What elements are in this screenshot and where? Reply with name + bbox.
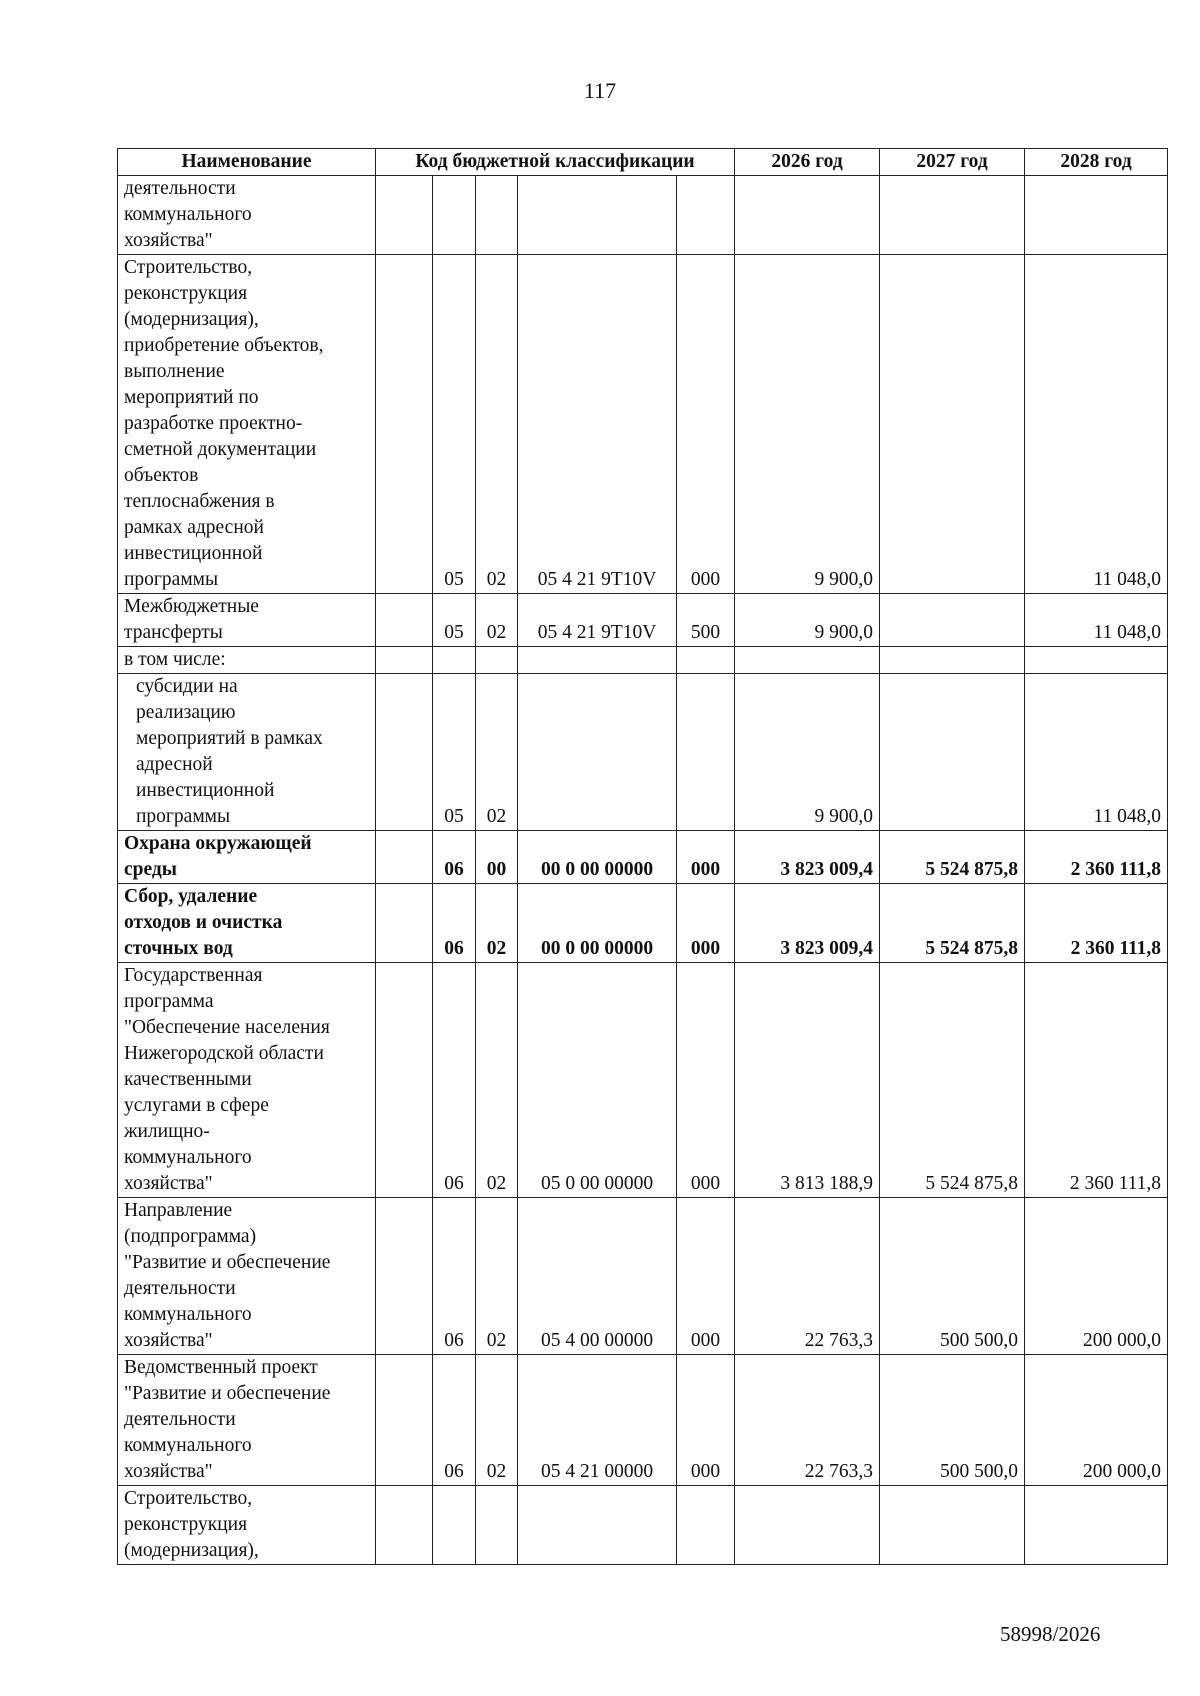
value-2027 bbox=[880, 594, 1025, 647]
table-body bbox=[118, 176, 1168, 1565]
header-code: Код бюджетной классификации bbox=[376, 149, 735, 176]
budget-table bbox=[117, 148, 1168, 1565]
code-subsection: 00 bbox=[476, 831, 518, 884]
code-target bbox=[518, 1486, 677, 1565]
code-section: 05 bbox=[433, 674, 476, 831]
value-2028 bbox=[1025, 1486, 1168, 1565]
value-2027: 5 524 875,8 bbox=[880, 884, 1025, 963]
code-target: 05 4 21 00000 bbox=[518, 1355, 677, 1486]
code-section-a bbox=[376, 674, 433, 831]
code-expense-type: 000 bbox=[677, 831, 735, 884]
code-target: 00 0 00 00000 bbox=[518, 884, 677, 963]
code-subsection: 02 bbox=[476, 674, 518, 831]
code-section: 06 bbox=[433, 963, 476, 1198]
code-section: 06 bbox=[433, 1355, 476, 1486]
code-subsection bbox=[476, 176, 518, 255]
code-expense-type bbox=[677, 1486, 735, 1565]
value-2027 bbox=[880, 674, 1025, 831]
code-subsection: 02 bbox=[476, 963, 518, 1198]
code-expense-type bbox=[677, 176, 735, 255]
code-section: 06 bbox=[433, 884, 476, 963]
value-2026 bbox=[735, 176, 880, 255]
row-name: деятельности коммунального хозяйства" bbox=[118, 176, 376, 255]
code-section: 05 bbox=[433, 594, 476, 647]
code-expense-type: 000 bbox=[677, 884, 735, 963]
value-2028: 2 360 111,8 bbox=[1025, 884, 1168, 963]
code-section: 06 bbox=[433, 1198, 476, 1355]
code-target: 00 0 00 00000 bbox=[518, 831, 677, 884]
row-name: Межбюджетные трансферты bbox=[118, 594, 376, 647]
code-expense-type bbox=[677, 647, 735, 674]
value-2027 bbox=[880, 647, 1025, 674]
code-section-a bbox=[376, 255, 433, 594]
code-section bbox=[433, 647, 476, 674]
code-section-a bbox=[376, 1486, 433, 1565]
value-2028: 200 000,0 bbox=[1025, 1355, 1168, 1486]
code-target bbox=[518, 647, 677, 674]
value-2028: 2 360 111,8 bbox=[1025, 963, 1168, 1198]
code-section-a bbox=[376, 1198, 433, 1355]
row-name: Строительство, реконструкция (модернизация), bbox=[118, 1486, 376, 1565]
code-section-a bbox=[376, 176, 433, 255]
code-subsection bbox=[476, 647, 518, 674]
table-row bbox=[118, 594, 1168, 647]
code-expense-type: 500 bbox=[677, 594, 735, 647]
code-target: 05 0 00 00000 bbox=[518, 963, 677, 1198]
row-name: Направление (подпрограмма) "Развитие и обеспечение деятельности коммунального хозяйства" bbox=[118, 1198, 376, 1355]
code-subsection: 02 bbox=[476, 884, 518, 963]
code-expense-type: 000 bbox=[677, 1355, 735, 1486]
value-2027: 5 524 875,8 bbox=[880, 963, 1025, 1198]
table-row bbox=[118, 884, 1168, 963]
value-2027: 5 524 875,8 bbox=[880, 831, 1025, 884]
value-2026 bbox=[735, 647, 880, 674]
code-subsection: 02 bbox=[476, 594, 518, 647]
value-2028: 11 048,0 bbox=[1025, 674, 1168, 831]
code-expense-type bbox=[677, 674, 735, 831]
code-section-a bbox=[376, 831, 433, 884]
table-row bbox=[118, 674, 1168, 831]
code-section-a bbox=[376, 1355, 433, 1486]
code-target bbox=[518, 674, 677, 831]
row-name: субсидии на реализацию мероприятий в рамках адресной инвестиционной программы bbox=[118, 674, 376, 831]
header-2028: 2028 год bbox=[1025, 149, 1168, 176]
row-name: Охрана окружающей среды bbox=[118, 831, 376, 884]
value-2027 bbox=[880, 1486, 1025, 1565]
code-section: 05 bbox=[433, 255, 476, 594]
header-2026: 2026 год bbox=[735, 149, 880, 176]
value-2028: 11 048,0 bbox=[1025, 594, 1168, 647]
table-row bbox=[118, 963, 1168, 1198]
value-2026: 9 900,0 bbox=[735, 255, 880, 594]
table-row bbox=[118, 176, 1168, 255]
value-2026: 9 900,0 bbox=[735, 594, 880, 647]
header-2027: 2027 год bbox=[880, 149, 1025, 176]
value-2026: 3 823 009,4 bbox=[735, 831, 880, 884]
code-section bbox=[433, 1486, 476, 1565]
value-2028 bbox=[1025, 647, 1168, 674]
code-subsection: 02 bbox=[476, 1198, 518, 1355]
value-2026 bbox=[735, 1486, 880, 1565]
value-2027 bbox=[880, 176, 1025, 255]
code-expense-type: 000 bbox=[677, 1198, 735, 1355]
table-row bbox=[118, 1486, 1168, 1565]
value-2027: 500 500,0 bbox=[880, 1198, 1025, 1355]
code-section: 06 bbox=[433, 831, 476, 884]
code-section bbox=[433, 176, 476, 255]
table-row bbox=[118, 1355, 1168, 1486]
value-2028 bbox=[1025, 176, 1168, 255]
code-target: 05 4 21 9T10V bbox=[518, 255, 677, 594]
code-target: 05 4 21 9T10V bbox=[518, 594, 677, 647]
code-section-a bbox=[376, 647, 433, 674]
code-target: 05 4 00 00000 bbox=[518, 1198, 677, 1355]
value-2026: 3 823 009,4 bbox=[735, 884, 880, 963]
document-code: 58998/2026 bbox=[1000, 1622, 1101, 1646]
value-2026: 3 813 188,9 bbox=[735, 963, 880, 1198]
header-name: Наименование bbox=[118, 149, 376, 176]
code-subsection bbox=[476, 1486, 518, 1565]
table-row bbox=[118, 647, 1168, 674]
value-2027: 500 500,0 bbox=[880, 1355, 1025, 1486]
page-number: 117 bbox=[583, 78, 617, 103]
table-header-row bbox=[118, 149, 1168, 176]
code-subsection: 02 bbox=[476, 1355, 518, 1486]
code-section-a bbox=[376, 594, 433, 647]
row-name: в том числе: bbox=[118, 647, 376, 674]
code-section-a bbox=[376, 963, 433, 1198]
code-section-a bbox=[376, 884, 433, 963]
value-2026: 9 900,0 bbox=[735, 674, 880, 831]
code-target bbox=[518, 176, 677, 255]
table-row bbox=[118, 831, 1168, 884]
row-name: Государственная программа "Обеспечение населения Нижегородской области качественными услугами в сфере жилищно- коммунального хозяйства" bbox=[118, 963, 376, 1198]
row-name: Строительство, реконструкция (модернизация), приобретение объектов, выполнение мероприятий по разработке проектно- сметной документации объектов теплоснабжения в рамках адресной инвестиционной программы bbox=[118, 255, 376, 594]
code-expense-type: 000 bbox=[677, 255, 735, 594]
table-row bbox=[118, 1198, 1168, 1355]
code-subsection: 02 bbox=[476, 255, 518, 594]
value-2027 bbox=[880, 255, 1025, 594]
value-2028: 200 000,0 bbox=[1025, 1198, 1168, 1355]
row-name: Сбор, удаление отходов и очистка сточных вод bbox=[118, 884, 376, 963]
code-expense-type: 000 bbox=[677, 963, 735, 1198]
value-2026: 22 763,3 bbox=[735, 1355, 880, 1486]
value-2028: 11 048,0 bbox=[1025, 255, 1168, 594]
value-2028: 2 360 111,8 bbox=[1025, 831, 1168, 884]
row-name: Ведомственный проект "Развитие и обеспечение деятельности коммунального хозяйства" bbox=[118, 1355, 376, 1486]
value-2026: 22 763,3 bbox=[735, 1198, 880, 1355]
table-row bbox=[118, 255, 1168, 594]
